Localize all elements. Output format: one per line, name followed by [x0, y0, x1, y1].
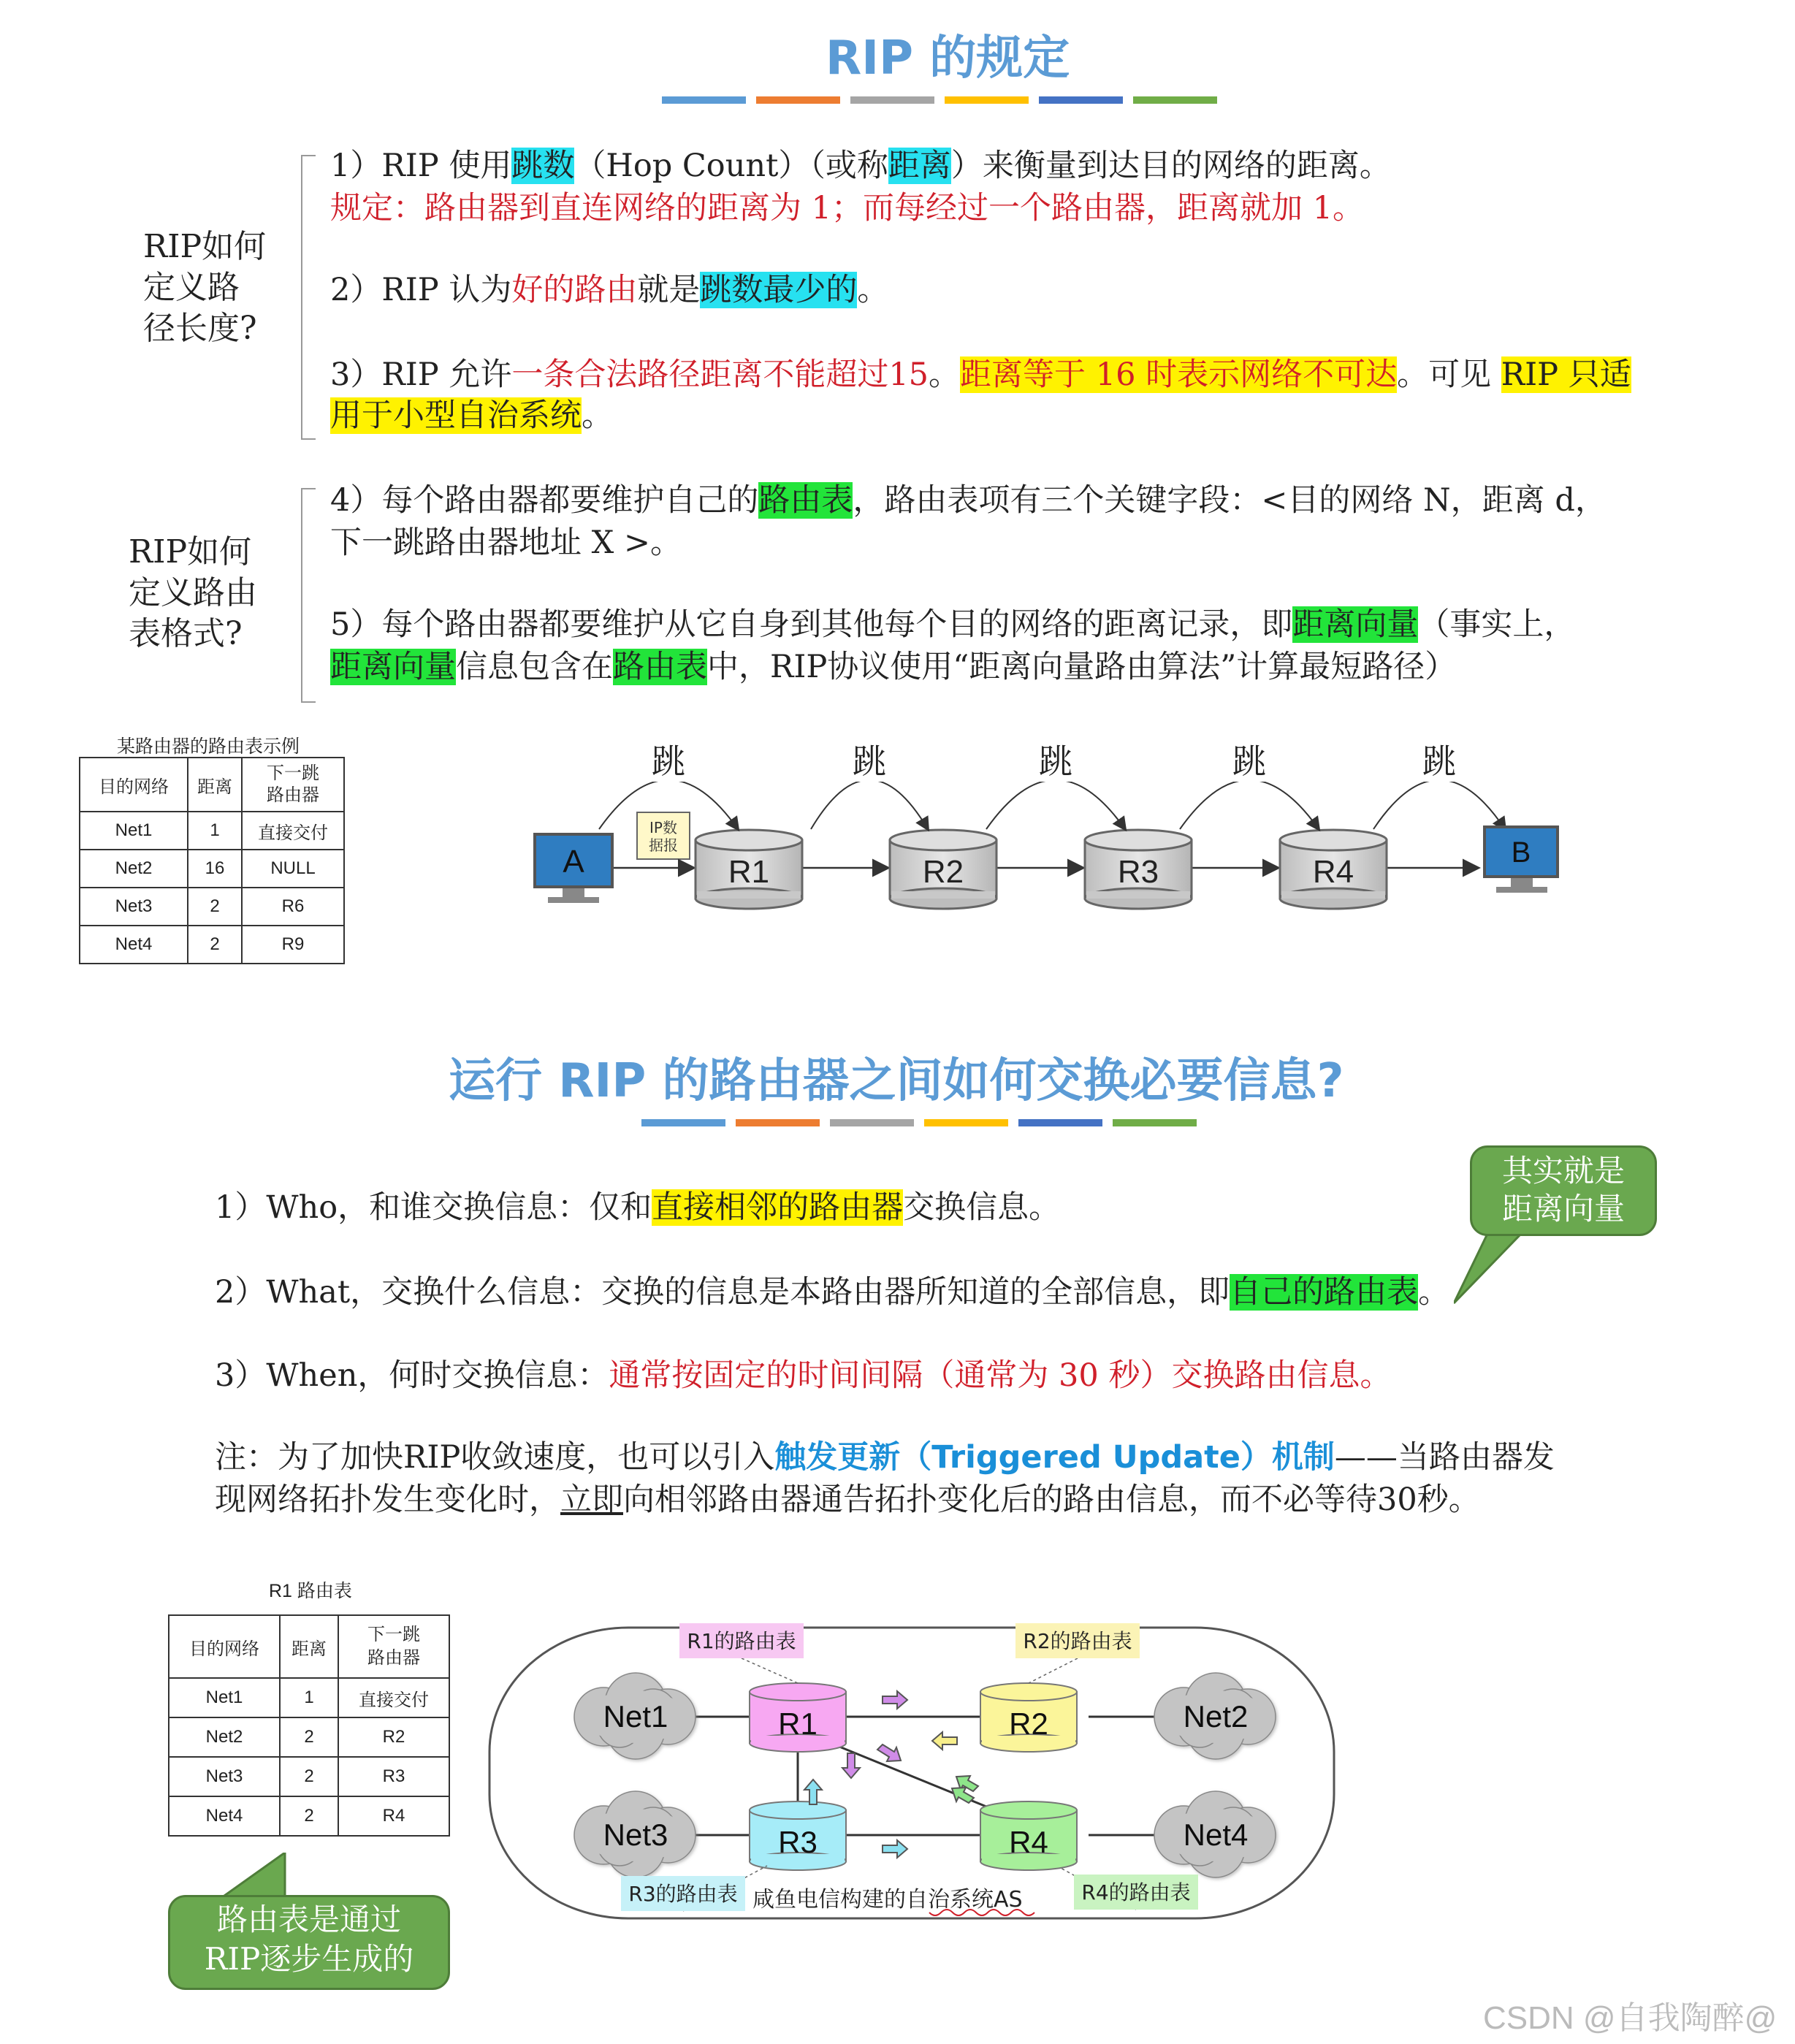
table-cell: Net4 — [169, 1796, 280, 1836]
th-dist: 距离 — [188, 758, 242, 812]
routing-table-example — [79, 757, 345, 964]
bubble-distance-vector: 其实就是 距离向量 — [1470, 1145, 1657, 1236]
section2-colorbar — [641, 1119, 1197, 1126]
section2-title: 运行 RIP 的路由器之间如何交换必要信息? — [449, 1054, 1344, 1108]
tag-label: R4的路由表 — [1081, 1880, 1191, 1904]
section1-colorbar — [662, 96, 1217, 104]
when-line: 3）When，何时交换信息：通常按固定的时间间隔（通常为 30 秒）交换路由信息。 — [215, 1357, 1392, 1394]
as-router-r1 — [750, 1683, 846, 1752]
net-label: Net2 — [1183, 1699, 1249, 1734]
table-cell: 2 — [280, 1757, 338, 1796]
label-table-format: RIP如何 定义路由 表格式? — [129, 533, 257, 652]
rule5-line1: 5）每个路由器都要维护从它自身到其他每个目的网络的距离记录，即距离向量（事实上， — [330, 606, 1576, 643]
as-router-r3 — [750, 1801, 846, 1870]
host-b-icon — [1485, 827, 1558, 893]
table2-caption: R1 路由表 — [269, 1581, 352, 1601]
packet-label-1: IP数 — [649, 819, 677, 836]
table-cell: R9 — [242, 926, 344, 964]
brace-table-format — [301, 488, 316, 703]
host-b-label: B — [1511, 836, 1531, 869]
packet-label-2: 据报 — [649, 836, 678, 854]
router-label: R3 — [1117, 854, 1159, 890]
table-cell: Net2 — [169, 1717, 280, 1757]
as-router-r2 — [980, 1683, 1077, 1752]
table-cell: R3 — [338, 1757, 449, 1796]
what-line: 2）What，交换什么信息：交换的信息是本路由器所知道的全部信息，即自己的路由表。 — [215, 1274, 1450, 1311]
hop-label: 跳 — [1232, 741, 1266, 781]
rule5-line2: 距离向量信息包含在路由表中，RIP协议使用“距离向量路由算法”计算最短路径） — [330, 649, 1457, 685]
table-cell: 2 — [188, 888, 242, 926]
as-router-label: R4 — [1009, 1825, 1048, 1859]
table-cell: Net1 — [169, 1678, 280, 1717]
note-line1: 注：为了加快RIP收敛速度，也可以引入触发更新（Triggered Update）机制——当路由器发 — [215, 1439, 1555, 1476]
table-cell: R6 — [242, 888, 344, 926]
th-dest: 目的网络 — [80, 758, 188, 812]
table1-caption: 某路由器的路由表示例 — [117, 736, 300, 757]
net-label: Net3 — [603, 1818, 668, 1852]
watermark: CSDN @自我陶醉@ — [1483, 2000, 1777, 2036]
bubble-rip-generated: 路由表是通过 RIP逐步生成的 — [168, 1895, 450, 1990]
note-line2: 现网络拓扑发生变化时，立即向相邻路由器通告拓扑变化后的路由信息，而不必等待30秒。 — [215, 1481, 1480, 1518]
hop-diagram — [511, 723, 1651, 935]
router-label: R4 — [1312, 854, 1354, 890]
table-cell: Net1 — [80, 812, 188, 850]
table-cell: NULL — [242, 850, 344, 888]
tag-label: R2的路由表 — [1023, 1629, 1132, 1653]
r1-routing-table — [168, 1614, 450, 1837]
table-cell: 1 — [280, 1678, 338, 1717]
section1-title: RIP 的规定 — [826, 31, 1070, 85]
table-cell: Net2 — [80, 850, 188, 888]
brace-path-length — [301, 155, 316, 440]
hop-label: 跳 — [1422, 741, 1456, 781]
hop-label: 跳 — [652, 741, 685, 781]
table-cell: Net3 — [169, 1757, 280, 1796]
router-label: R1 — [728, 854, 770, 890]
hop-arc — [1180, 780, 1319, 830]
router-r2 — [890, 830, 996, 909]
label-path-length: RIP如何 定义路 径长度? — [143, 228, 267, 347]
rule4-line2: 下一跳路由器地址 X >。 — [330, 525, 682, 561]
ip-packet-icon — [637, 812, 690, 859]
host-a-icon — [535, 834, 612, 903]
hop-arc — [811, 780, 928, 830]
who-line: 1）Who，和谁交换信息：仅和直接相邻的路由器交换信息。 — [215, 1189, 1061, 1226]
table-cell: Net3 — [80, 888, 188, 926]
router-r1 — [695, 830, 802, 909]
tag-label: R3的路由表 — [628, 1882, 738, 1906]
as-router-label: R2 — [1009, 1706, 1048, 1741]
table-cell: 直接交付 — [242, 812, 344, 850]
table-cell: 2 — [280, 1796, 338, 1836]
as-router-r4 — [980, 1801, 1077, 1870]
th-next: 下一跳 路由器 — [242, 758, 344, 812]
table-cell: 1 — [188, 812, 242, 850]
rule1-line1: 1）RIP 使用跳数（Hop Count）（或称距离）来衡量到达目的网络的距离。 — [330, 148, 1391, 184]
table-cell: 2 — [280, 1717, 338, 1757]
as-router-label: R3 — [778, 1825, 818, 1859]
hop-arc — [986, 780, 1125, 830]
tag-label: R1的路由表 — [687, 1629, 796, 1653]
th-next: 下一跳 路由器 — [338, 1615, 449, 1678]
router-r4 — [1280, 830, 1387, 909]
th-dest: 目的网络 — [169, 1615, 280, 1678]
hop-label: 跳 — [1039, 741, 1072, 781]
router-label: R2 — [922, 854, 964, 890]
net-label: Net1 — [603, 1699, 668, 1734]
rule1-line2: 规定：路由器到直连网络的距离为 1；而每经过一个路由器，距离就加 1。 — [330, 190, 1365, 226]
table-cell: 2 — [188, 926, 242, 964]
th-dist: 距离 — [280, 1615, 338, 1678]
rule3-line2: 用于小型自治系统。 — [330, 397, 613, 434]
net-label: Net4 — [1183, 1818, 1249, 1852]
rule3-line1: 3）RIP 允许一条合法路径距离不能超过15。距离等于 16 时表示网络不可达。可见 RIP 只适 — [330, 356, 1631, 393]
rule4-line1: 4）每个路由器都要维护自己的路由表，路由表项有三个关键字段：<目的网络 N，距离 d， — [330, 482, 1607, 519]
table-cell: R2 — [338, 1717, 449, 1757]
rule2: 2）RIP 认为好的路由就是跳数最少的。 — [330, 272, 889, 308]
as-router-label: R1 — [778, 1706, 818, 1741]
hop-arc — [1373, 780, 1505, 830]
router-r3 — [1085, 830, 1192, 909]
hop-label: 跳 — [853, 741, 886, 781]
as-diagram — [482, 1607, 1344, 1929]
host-a-label: A — [563, 844, 584, 880]
table-cell: 直接交付 — [338, 1678, 449, 1717]
table-cell: Net4 — [80, 926, 188, 964]
table-cell: 16 — [188, 850, 242, 888]
as-label: 咸鱼电信构建的自治系统AS — [752, 1887, 1023, 1913]
table-cell: R4 — [338, 1796, 449, 1836]
